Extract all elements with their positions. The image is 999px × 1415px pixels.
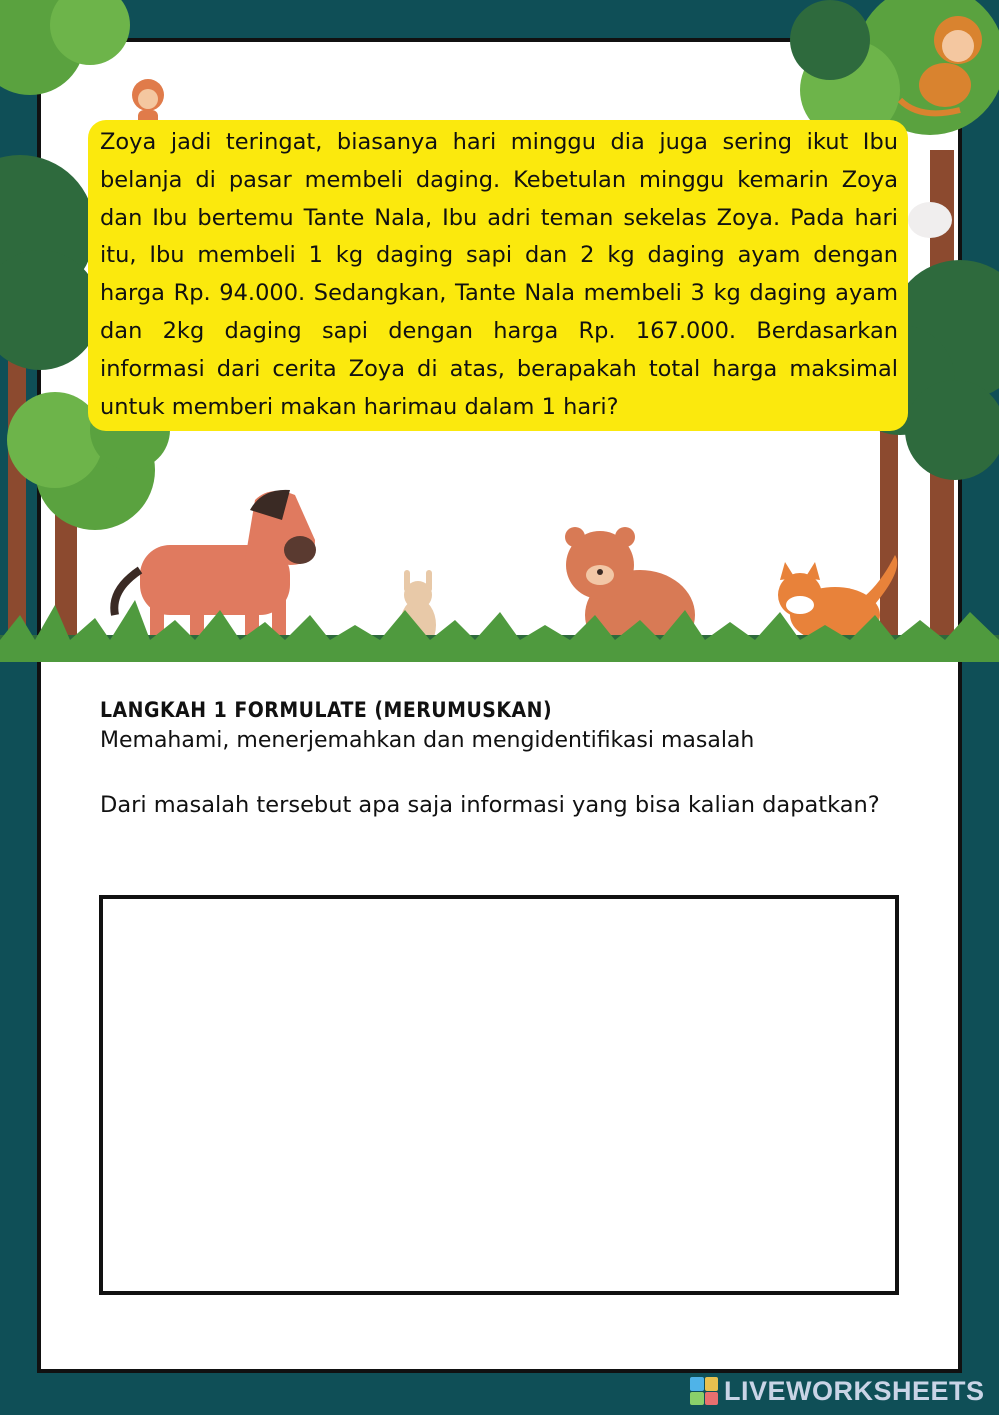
step-subtitle: Memahami, menerjemahkan dan mengidentifikasi masalah [100, 728, 755, 753]
brand-logo-icon [690, 1377, 718, 1405]
step-section [100, 695, 898, 824]
step-title: LANGKAH 1 FORMULATE (MERUMUSKAN) [100, 698, 553, 722]
brand-name: LIVEWORKSHEETS [724, 1375, 985, 1406]
story-text: Zoya jadi teringat, biasanya hari minggu dia juga sering ikut Ibu belanja di pasar membeli daging. Kebetulan minggu kemarin Zoya dan Ibu bertemu Tante Nala, Ibu adri teman sekelas Zoya. Pada hari itu, Ibu membeli 1 kg daging sapi dan 2 kg daging ayam dengan harga Rp. 94.000. Sedangkan, Tante Nala membeli 3 kg daging ayam dan 2kg daging sapi dengan harga Rp. 167.000. Berdasarkan informasi dari cerita Zoya di atas, berapakah total harga maksimal untuk memberi makan harimau dalam 1 hari? [100, 129, 898, 420]
question-text: Dari masalah tersebut apa saja informasi yang bisa kalian dapatkan? [100, 792, 880, 818]
story-highlight-box [88, 120, 908, 431]
answer-input-box[interactable] [99, 895, 899, 1295]
brand-watermark [690, 1373, 985, 1409]
